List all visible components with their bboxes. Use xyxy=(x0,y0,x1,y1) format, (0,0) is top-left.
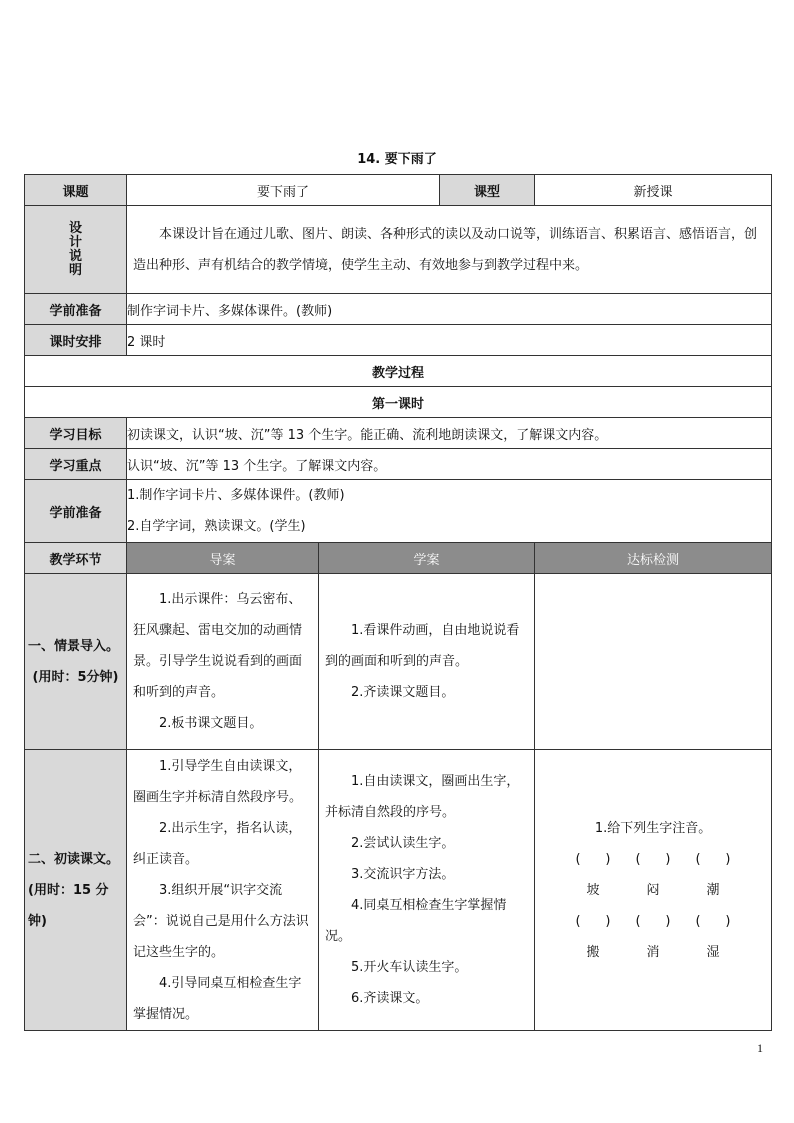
study-item: 2.尝试认读生字。 xyxy=(351,836,455,851)
guide-item: 2.出示生字，指名认读，纠正读音。 xyxy=(133,820,302,867)
design-text: 本课设计旨在通过儿歌、图片、朗读、各种形式的读以及动口说等，训练语言、积累语言、感悟语言，创造出种形、声有机结合的教学情境，使学生主动、有效地参与到教学过程中来。 xyxy=(133,226,758,273)
stage-time: (用时：5分钟) xyxy=(32,669,119,685)
study-item: 5.开火车认读生字。 xyxy=(351,960,468,975)
focus-text: 认识“坡、沉”等 13 个生字。了解课文内容。 xyxy=(127,449,772,480)
document-title: 14. 要下雨了 xyxy=(357,152,437,167)
study-item: 1.自由读课文，圈画出生字，并标清自然段的序号。 xyxy=(325,774,520,820)
schedule-label: 课时安排 xyxy=(25,325,127,356)
goals-label: 学习目标 xyxy=(25,418,127,449)
guide-item: 1.出示课件：乌云密布、狂风骤起、雷电交加的动画情景。引导学生说说看到的画面和听到的声音。 xyxy=(133,592,303,700)
stage-name: 二、初读课文。 xyxy=(28,851,120,867)
prep-label: 学前准备 xyxy=(25,294,127,325)
prep-text: 制作字词卡片、多媒体课件。(教师) xyxy=(127,294,772,325)
goals-text: 初读课文，认识“坡、沉”等 13 个生字。能正确、流利地朗读课文，了解课文内容。 xyxy=(127,418,772,449)
type-label: 课型 xyxy=(440,175,535,206)
schedule-row xyxy=(25,325,772,356)
pinyin-blank-row xyxy=(535,844,771,875)
pinyin-blank: ( ) xyxy=(695,913,731,929)
stage-name: 一、情景导入。 xyxy=(28,638,120,654)
col-study-header: 学案 xyxy=(319,543,535,574)
prep-row xyxy=(25,294,772,325)
pinyin-blank: ( ) xyxy=(635,851,671,867)
stage-time: (用时：15 分钟) xyxy=(28,882,109,929)
focus-label: 学习重点 xyxy=(25,449,127,480)
study-item: 4.同桌互相检查生字掌握情况。 xyxy=(325,898,507,944)
study-item: 3.交流识字方法。 xyxy=(351,867,455,882)
topic-row xyxy=(25,175,772,206)
character: 坡 xyxy=(586,882,600,898)
design-row xyxy=(25,206,772,294)
col-stage-header: 教学环节 xyxy=(25,543,127,574)
pinyin-blank: ( ) xyxy=(575,851,611,867)
col-check-header: 达标检测 xyxy=(535,543,772,574)
study-item: 1.看课件动画，自由地说说看到的画面和听到的声音。 xyxy=(325,623,520,669)
process-heading: 教学过程 xyxy=(25,356,772,387)
character: 搬 xyxy=(586,944,600,960)
guide-item: 2.板书课文题目。 xyxy=(159,716,263,731)
pinyin-blank-row xyxy=(535,906,771,937)
lesson1-heading: 第一课时 xyxy=(25,387,772,418)
prep2-line2: 2.自学字词，熟读课文。(学生) xyxy=(127,519,306,534)
pinyin-blank: ( ) xyxy=(635,913,671,929)
prep2-row xyxy=(25,480,772,543)
pinyin-blank: ( ) xyxy=(695,851,731,867)
character-row xyxy=(535,937,771,968)
column-header-row xyxy=(25,543,772,574)
check-prompt: 1.给下列生字注音。 xyxy=(594,820,712,836)
goals-row xyxy=(25,418,772,449)
topic-value: 要下雨了 xyxy=(127,175,440,206)
character-row xyxy=(535,875,771,906)
prep2-label: 学前准备 xyxy=(25,480,127,543)
schedule-text: 2 课时 xyxy=(127,325,772,356)
topic-label: 课题 xyxy=(25,175,127,206)
character: 湿 xyxy=(706,944,720,960)
page-number: 1 xyxy=(757,1041,763,1055)
table-row xyxy=(25,574,772,750)
character: 潮 xyxy=(706,882,720,898)
guide-item: 4.引导同桌互相检查生字掌握情况。 xyxy=(133,975,302,1022)
study-item: 6.齐读课文。 xyxy=(351,991,429,1006)
focus-row xyxy=(25,449,772,480)
table-row xyxy=(25,750,772,1031)
lesson-plan-table xyxy=(24,174,772,1031)
study-item: 2.齐读课文题目。 xyxy=(351,685,455,700)
character: 闷 xyxy=(646,882,660,898)
check-cell-empty xyxy=(535,574,772,750)
col-guide-header: 导案 xyxy=(127,543,319,574)
prep2-line1: 1.制作字词卡片、多媒体课件。(教师) xyxy=(127,488,345,503)
character: 消 xyxy=(646,944,660,960)
guide-item: 3.组织开展“识字交流会”：说说自己是用什么方法识记这些生字的。 xyxy=(133,882,309,960)
guide-item: 1.引导学生自由读课文，圈画生字并标清自然段序号。 xyxy=(133,758,303,805)
design-label: 设计说明 xyxy=(68,220,82,278)
type-value: 新授课 xyxy=(535,175,772,206)
pinyin-blank: ( ) xyxy=(575,913,611,929)
